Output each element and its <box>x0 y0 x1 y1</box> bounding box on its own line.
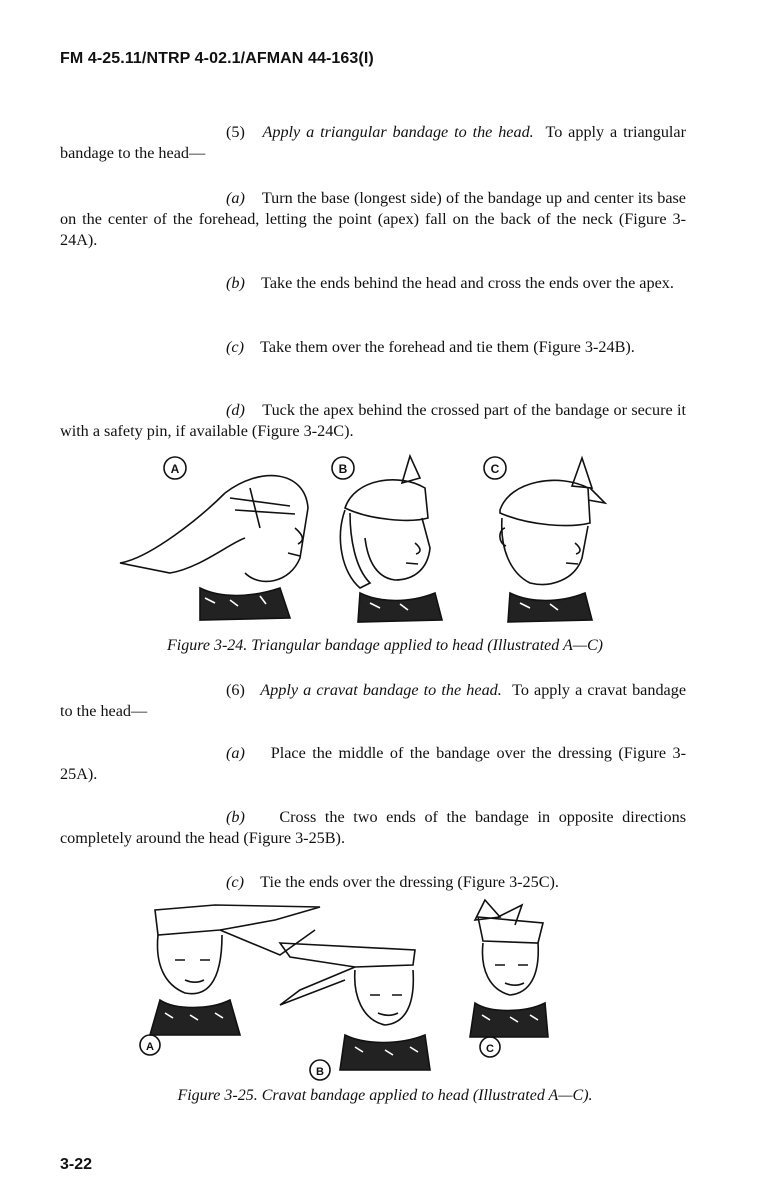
figure-3-24-caption: Figure 3-24. Triangular bandage applied to head (Illustrated A—C) <box>167 637 603 654</box>
step-6a-label: (a) <box>226 744 245 762</box>
step-6a-text: Place the middle of the bandage over the dressing (Figure 3-25A). <box>60 744 687 783</box>
head-b-triangular-bandage <box>340 456 442 622</box>
step-6-number: (6) <box>226 681 245 699</box>
step-5a-paragraph <box>60 188 686 251</box>
step-5-number: (5) <box>226 123 245 141</box>
step-5c-label: (c) <box>226 338 244 356</box>
running-header: FM 4-25.11/NTRP 4-02.1/AFMAN 44-163(I) <box>60 50 374 67</box>
step-6-lead: Apply a cravat bandage to the head. <box>260 681 502 699</box>
svg-text:C: C <box>490 462 500 476</box>
svg-text:B: B <box>338 462 348 476</box>
figure-label-b <box>310 1060 330 1080</box>
head-b-cravat-bandage <box>280 943 430 1070</box>
step-5-paragraph <box>60 122 686 164</box>
figure-3-24-illustration <box>110 448 670 628</box>
figure-label-c <box>484 457 506 479</box>
step-5b-text: Take the ends behind the head and cross the ends over the apex. <box>261 274 674 292</box>
step-6-paragraph <box>60 680 686 722</box>
figure-label-c <box>480 1037 500 1057</box>
svg-text:C: C <box>486 1043 494 1055</box>
step-5c-paragraph <box>60 337 686 358</box>
step-6c-paragraph <box>60 872 686 893</box>
step-6b-label: (b) <box>226 808 245 826</box>
figure-label-a <box>164 457 186 479</box>
svg-text:B: B <box>316 1066 324 1078</box>
step-5a-label: (a) <box>226 189 245 207</box>
figure-3-25-illustration <box>130 895 550 1085</box>
head-c-cravat-bandage <box>470 900 548 1037</box>
page-number: 3-22 <box>60 1156 93 1173</box>
step-5d-text: Tuck the apex behind the crossed part of the bandage or secure it with a safety pin, if available (Figure 3-24C). <box>60 401 687 440</box>
figure-label-a <box>140 1035 160 1055</box>
step-5-text: To apply a triangular bandage to the head— <box>60 123 686 162</box>
step-5-lead: Apply a triangular bandage to the head. <box>262 123 534 141</box>
step-6b-paragraph <box>60 807 686 849</box>
step-5a-text: Turn the base (longest side) of the bandage up and center its base on the center of the forehead, letting the point (apex) fall on the back of the neck (Figure 3-24A). <box>60 189 686 249</box>
step-5d-label: (d) <box>226 401 245 419</box>
svg-text:A: A <box>170 462 180 476</box>
head-c-triangular-bandage <box>500 458 605 622</box>
figure-3-25-caption: Figure 3-25. Cravat bandage applied to head (Illustrated A—C). <box>177 1087 593 1104</box>
head-a-cravat-bandage <box>150 905 320 1035</box>
step-5d-paragraph <box>60 400 686 442</box>
step-5c-text: Take them over the forehead and tie them (Figure 3-24B). <box>260 338 635 356</box>
step-6b-text: Cross the two ends of the bandage in opposite directions completely around the head (Figure 3-25B). <box>60 808 687 847</box>
step-6-text: To apply a cravat bandage to the head— <box>60 681 687 720</box>
step-5b-label: (b) <box>226 274 245 292</box>
step-5b-paragraph <box>60 273 686 294</box>
svg-text:A: A <box>146 1041 154 1053</box>
head-a-triangular-bandage <box>120 476 308 620</box>
step-6c-text: Tie the ends over the dressing (Figure 3-25C). <box>260 873 559 891</box>
step-6a-paragraph <box>60 743 686 785</box>
figure-label-b <box>332 457 354 479</box>
step-6c-label: (c) <box>226 873 244 891</box>
